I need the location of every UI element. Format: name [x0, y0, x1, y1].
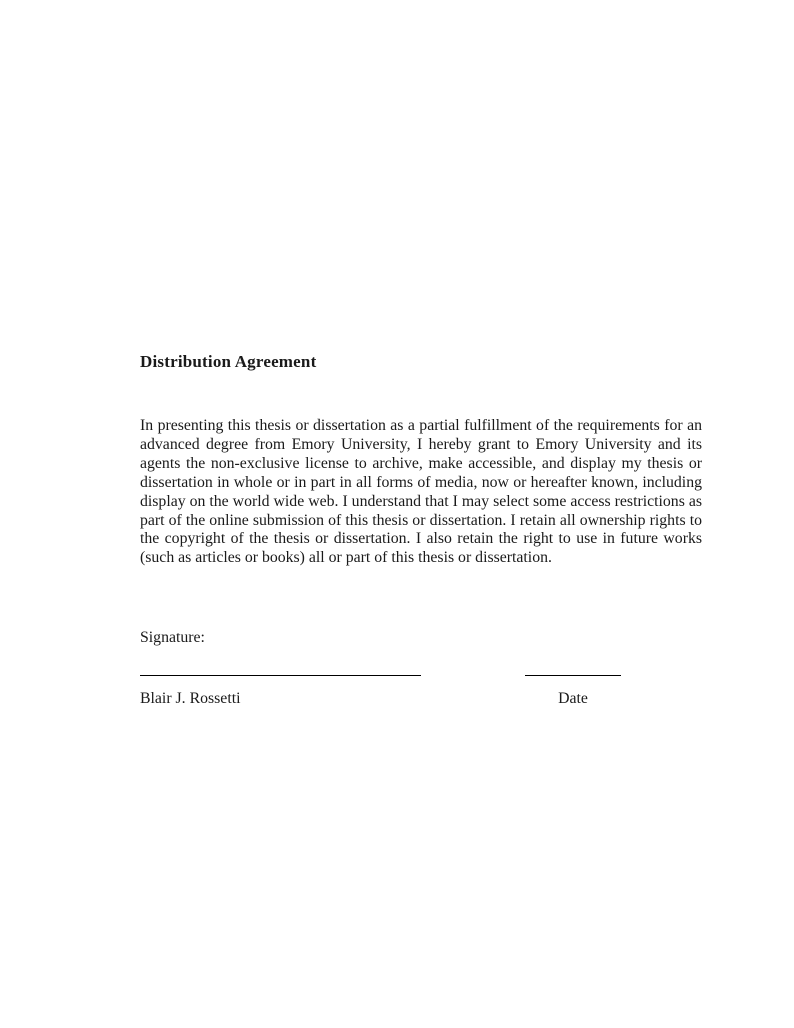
agreement-paragraph: In presenting this thesis or dissertation as a partial fulfillment of the requirements for an advanced degree from Emory University, I hereby grant to Emory University and its agents the non-exclusive license to archive, make accessible, and display my thesis or dissertation in whole or in part in all forms of media, now or hereafter known, including display on the world wide web. I understand that I may select some access restrictions as part of the online submission of this thesis or dissertation. I retain all ownership rights to the copyright of the thesis or dissertation. I also retain the right to use in future works (such as articles or books) all or part of this thesis or dissertation.: [140, 417, 702, 567]
date-line: [525, 675, 621, 676]
page-title: Distribution Agreement: [140, 352, 317, 371]
signatory-name: Blair J. Rossetti: [140, 690, 241, 707]
signature-label: Signature:: [140, 629, 205, 646]
date-label: Date: [558, 690, 588, 707]
signature-line: [140, 675, 421, 676]
